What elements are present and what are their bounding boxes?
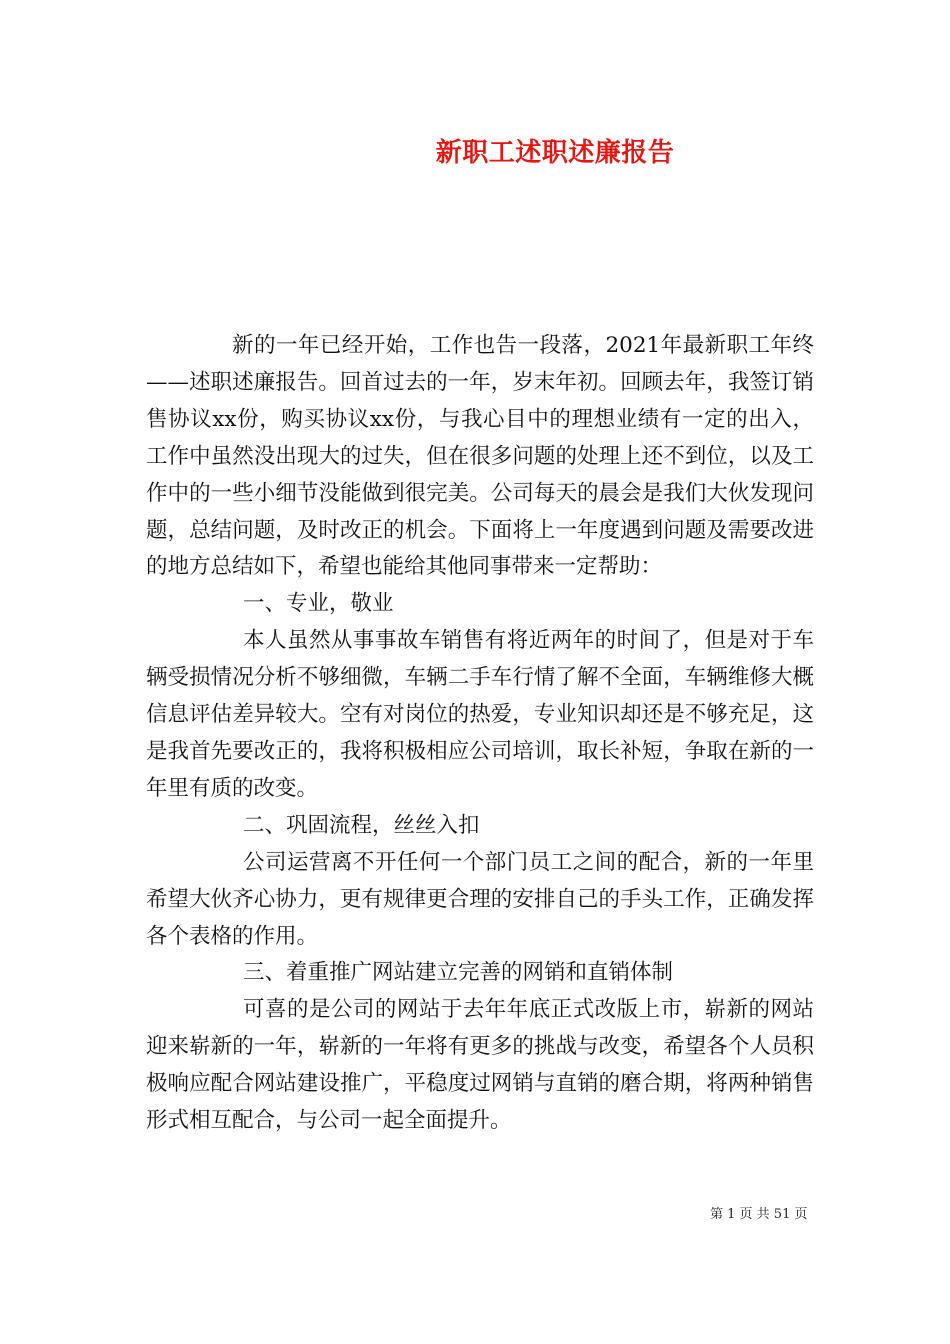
section-paragraph-2: 公司运营离不开任何一个部门员工之间的配合，新的一年里希望大伙齐心协力，更有规律更合理的安排自己的手头工作，正确发挥各个表格的作用。 [146,849,814,949]
page-title: 新职工述职述廉报告 [435,138,675,168]
section-paragraph-3: 可喜的是公司的网站于去年年底正式改版上市，崭新的网站迎来崭新的一年，崭新的一年将有更多的挑战与改变，希望各个人员积极响应配合网站建设推广，平稳度过网销与直销的磨合期，将两种销售形式相互配合，与公司一起全面提升。 [146,997,814,1134]
section-paragraph-1: 本人虽然从事事故车销售有将近两年的时间了，但是对于车辆受损情况分析不够细微，车辆二手车行情了解不全面，车辆维修大概信息评估差异较大。空有对岗位的热爱，专业知识却还是不够充足，这是我首先要改正的，我将积极相应公司培训，取长补短，争取在新的一年里有质的改变。 [146,628,814,801]
section-heading-2: 二、巩固流程，丝丝入扣 [243,812,480,838]
document-body [146,328,814,1140]
page-number-footer: 第 1 页 共 51 页 [710,1207,808,1222]
section-heading-1: 一、专业，敬业 [243,591,394,617]
intro-paragraph: 新的一年已经开始，工作也告一段落，2021年最新职工年终——述职述廉报告。回首过去的一年，岁末年初。回顾去年，我签订销售协议xx份，购买协议xx份，与我心目中的理想业绩有一定的出入，工作中虽然没出现大的过失，但在很多问题的处理上还不到位，以及工作中的一些小细节没能做到很完美。公司每天的晨会是我们大伙发现问题，总结问题，及时改正的机会。下面将上一年度遇到问题及需要改进的地方总结如下，希望也能给其他同事带来一定帮助： [146,333,814,580]
section-heading-3: 三、着重推广网站建立完善的网销和直销体制 [243,960,674,986]
